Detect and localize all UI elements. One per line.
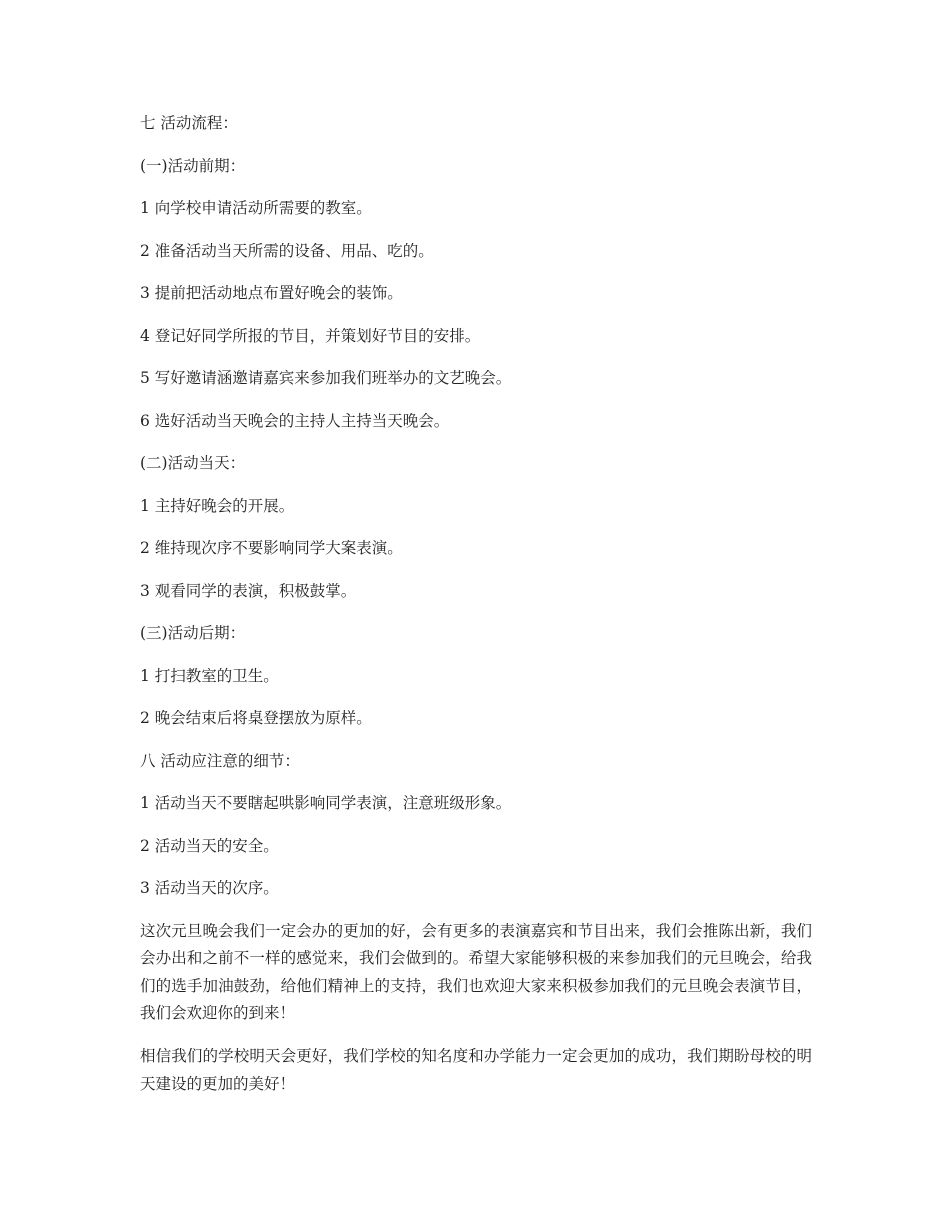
list-item: 2 活动当天的安全。 xyxy=(140,836,279,855)
subheading-post-activity: (三)活动后期： xyxy=(140,624,246,642)
list-item: 5 写好邀请涵邀请嘉宾来参加我们班举办的文艺晚会。 xyxy=(140,369,512,387)
section-heading-notes: 八 活动应注意的细节： xyxy=(140,751,300,770)
list-item: 1 向学校申请活动所需要的教室。 xyxy=(140,199,372,217)
subheading-pre-activity: (一)活动前期： xyxy=(140,156,246,175)
subheading-activity-day: (二)活动当天： xyxy=(140,454,246,472)
list-item: 4 登记好同学所报的节目，并策划好节目的安排。 xyxy=(140,326,481,345)
document-body xyxy=(140,110,812,1114)
list-item: 1 主持好晚会的开展。 xyxy=(140,496,295,515)
closing-paragraph: 这次元旦晚会我们一定会办的更加的好，会有更多的表演嘉宾和节目出来，我们会推陈出新，我们会办出和之前不一样的感觉来，我们会做到的。希望大家能够积极的来参加我们的元旦晚会，给我们的选手加油鼓劲，给他们精神上的支持，我们也欢迎大家来积极参加我们的元旦晚会表演节目，我们会欢迎你的到来！ xyxy=(140,921,812,1022)
list-item: 2 晚会结束后将桌登摆放为原样。 xyxy=(140,709,372,727)
final-paragraph: 相信我们的学校明天会更好，我们学校的知名度和办学能力一定会更加的成功，我们期盼母校的明天建设的更加的美好！ xyxy=(140,1047,812,1093)
section-heading-activity-process: 七 活动流程： xyxy=(140,114,238,132)
list-item: 6 选好活动当天晚会的主持人主持当天晚会。 xyxy=(140,411,450,430)
list-item: 3 观看同学的表演，积极鼓掌。 xyxy=(140,581,357,600)
list-item: 2 准备活动当天所需的设备、用品、吃的。 xyxy=(140,241,434,260)
list-item: 1 打扫教室的卫生。 xyxy=(140,666,279,685)
list-item: 3 活动当天的次序。 xyxy=(140,879,279,897)
list-item: 1 活动当天不要瞎起哄影响同学表演，注意班级形象。 xyxy=(140,794,512,812)
list-item: 2 维持现次序不要影响同学大案表演。 xyxy=(140,539,403,557)
list-item: 3 提前把活动地点布置好晚会的装饰。 xyxy=(140,284,403,302)
